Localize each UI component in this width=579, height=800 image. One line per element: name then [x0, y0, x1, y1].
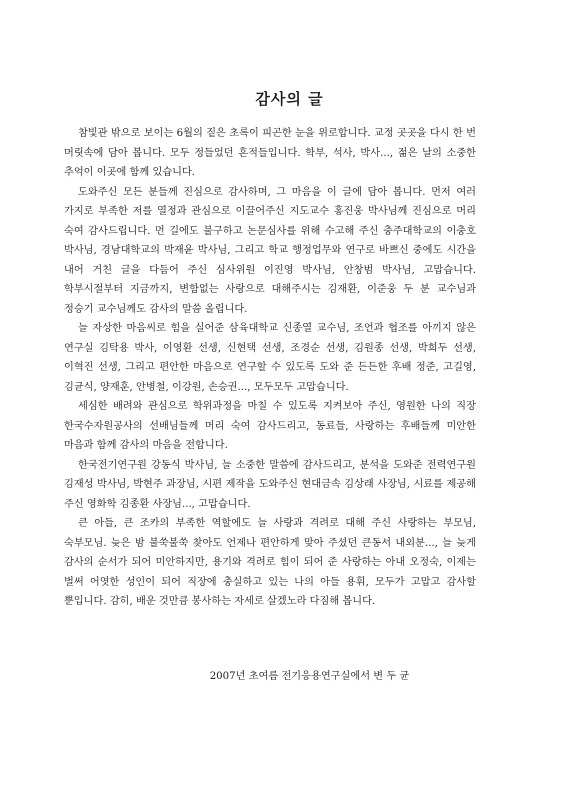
paragraph-research-support: 한국전기연구원 강동식 박사님, 늘 소중한 말씀에 감사드리고, 분석을 도와준 전력연구원 김재성 박사님, 박현주 과장님, 시편 제작을 도와주신 현대금속 김상래 사장님, 시료를 제공해 주신 영화학 김종환 사장님..., 고맙습니다. [64, 459, 476, 510]
paragraph-family: 큰 아들, 큰 조카의 부족한 역할에도 늘 사랑과 격려로 대해 주신 사랑하는 부모님, 숙부모님. 늦은 밤 불쑥불쑥 찾아도 언제나 편안하게 맞아 주셨던 큰동서 내외분..., 늘 늦게 감사의 순서가 되어 미안하지만, 용기와 격려로 힘이 되어 준 사랑하는 아내 오정숙, 이제는 벌써 어엿한 성인이 되어 직장에 충실하고 있는 나의 아들 용휘, 모두가 고맙고 감사할 뿐입니다. 감히, 배운 것만큼 봉사하는 자세로 살겠노라 다짐해 봅니다. [64, 518, 476, 607]
signature-line: 2007년 초여름 전기응용연구실에서 변 두 균 [209, 671, 410, 682]
acknowledgement-body [64, 124, 476, 612]
paragraph-workplace: 세심한 배려와 관심으로 학위과정을 마칠 수 있도록 지켜보아 주신, 영원한 나의 직장 한국수자원공사의 선배님들께 머리 숙여 감사드리고, 동료들, 사랑하는 후배들께 미안한 마음과 함께 감사의 마음을 전합니다. [64, 401, 476, 451]
page-title: 감사의 글 [255, 90, 324, 108]
paragraph-intro: 참빛관 밖으로 보이는 6월의 짙은 초록이 피곤한 눈을 위로합니다. 교정 곳곳을 다시 한 번 머릿속에 담아 봅니다. 모두 정들었던 흔적들입니다. 학부, 석사, 박사..., 젊은 날의 소중한 추억이 이곳에 함께 있습니다. [64, 128, 476, 178]
paragraph-colleagues: 늘 자상한 마음씨로 힘을 실어준 삼육대학교 신종열 교수님, 조언과 협조를 아끼지 않은 연구실 김탁용 박사, 이영환 선생, 신현택 선생, 조경순 선생, 김원종 선생, 박희두 선생, 이혁진 선생, 그리고 편안한 마음으로 연구할 수 있도록 도와 준 든든한 후배 정준, 고길영, 김균식, 양재훈, 안병철, 이강원, 손승권..., 모두모두 고맙습니다. [64, 323, 476, 393]
paragraph-advisors: 도와주신 모든 분들께 진심으로 감사하며, 그 마음을 이 글에 담아 봅니다. 먼저 여러 가지로 부족한 저를 열정과 관심으로 이끌어주신 지도교수 홍진웅 박사님께 진심으로 머리 숙여 감사드립니다. 먼 길에도 불구하고 논문심사를 위해 수고해 주신 충주대학교의 이충호 박사님, 경남대학교의 박재윤 박사님, 그리고 학교 행정업무와 연구로 바쁘신 중에도 시간을 내어 거친 글을 다듬어 주신 심사위원 이진영 박사님, 안창범 박사님, 고맙습니다. 학부시절부터 지금까지, 변함없는 사랑으로 대해주시는 김재환, 이준웅 두 분 교수님과 정승기 교수님께도 감사의 말씀 올립니다. [64, 186, 476, 315]
